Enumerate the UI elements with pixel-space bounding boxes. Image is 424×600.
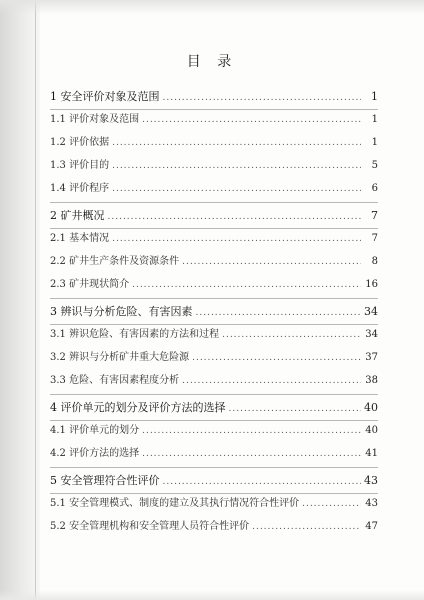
toc-page-number: 41 [365, 448, 378, 459]
toc-page-number: 34 [365, 329, 378, 340]
toc-section-entry[interactable] [50, 421, 378, 444]
toc-entry-label: 3.1 辨识危险、有害因素的方法和过程 [50, 329, 220, 340]
toc-section-entry[interactable] [50, 229, 378, 252]
toc-dot-leader [229, 404, 362, 414]
toc-page-number: 1 [371, 137, 378, 148]
toc-page-number: 37 [365, 352, 378, 363]
toc-dot-leader [182, 257, 361, 267]
toc-dot-leader [302, 499, 361, 509]
toc-entry-label: 5 安全管理符合性评价 [50, 474, 160, 487]
scan-bottom-shadow [0, 590, 424, 600]
scan-binding-line [35, 0, 36, 600]
toc-entry-label: 1.1 评价对象及范围 [50, 114, 140, 125]
toc-section-entry[interactable] [50, 494, 378, 517]
toc-dot-leader [142, 426, 361, 436]
toc-section-entry[interactable] [50, 444, 378, 467]
toc-dot-leader [182, 376, 361, 386]
toc-dot-leader [112, 234, 361, 244]
toc-chapter-entry[interactable] [50, 395, 378, 420]
toc-entry-label: 3.3 危险、有害因素程度分析 [50, 375, 180, 386]
toc-dot-leader [222, 330, 361, 340]
toc-page-number: 40 [364, 401, 378, 414]
toc-entry-label: 2.2 矿井生产条件及资源条件 [50, 256, 180, 267]
toc-chapter-entry[interactable] [50, 468, 378, 493]
toc-page-number: 5 [371, 160, 378, 171]
toc-chapter-entry[interactable] [50, 84, 378, 109]
toc-section-entry[interactable] [50, 275, 378, 298]
toc-section-entry[interactable] [50, 325, 378, 348]
toc-page-number: 6 [371, 183, 378, 194]
toc-page-number: 16 [365, 279, 378, 290]
toc-page-number: 8 [371, 256, 378, 267]
toc-section-entry[interactable] [50, 252, 378, 275]
toc-entry-label: 3 辨识与分析危险、有害因素 [50, 305, 193, 318]
toc-section-entry[interactable] [50, 371, 378, 394]
toc-entry-label: 5.1 安全管理模式、制度的建立及其执行情况符合性评价 [50, 498, 300, 509]
toc-section-entry[interactable] [50, 133, 378, 156]
toc-entry-label: 5.2 安全管理机构和安全管理人员符合性评价 [50, 521, 250, 532]
toc-dot-leader [132, 280, 361, 290]
toc-entry-label: 1 安全评价对象及范围 [50, 90, 160, 103]
toc-page-number: 7 [371, 233, 378, 244]
toc-section-entry[interactable] [50, 348, 378, 371]
toc-dot-leader [112, 184, 361, 194]
toc-page-number: 43 [364, 474, 378, 487]
toc-page-number: 1 [371, 90, 378, 103]
toc-page-number: 38 [365, 375, 378, 386]
toc-page-number: 43 [365, 498, 378, 509]
scan-binding-edge [0, 0, 40, 600]
toc-entry-label: 2 矿井概况 [50, 209, 105, 222]
toc-dot-leader [142, 449, 361, 459]
toc-entry-label: 4.2 评价方法的选择 [50, 448, 140, 459]
toc-section-entry[interactable] [50, 517, 378, 540]
toc-entry-label: 1.3 评价目的 [50, 160, 110, 171]
toc-page-number: 40 [365, 425, 378, 436]
toc-entry-label: 2.3 矿井现状简介 [50, 279, 130, 290]
toc-entry-label: 1.2 评价依据 [50, 137, 110, 148]
toc-page-number: 47 [365, 521, 378, 532]
toc-page-number: 1 [371, 114, 378, 125]
toc-section-entry[interactable] [50, 156, 378, 179]
toc-dot-leader [112, 161, 361, 171]
toc-dot-leader [163, 477, 362, 487]
toc-entry-label: 3.2 辨识与分析矿井重大危险源 [50, 352, 190, 363]
table-of-contents [50, 84, 378, 540]
toc-page-number: 7 [371, 209, 378, 222]
toc-entry-label: 1.4 评价程序 [50, 183, 110, 194]
toc-entry-label: 4.1 评价单元的划分 [50, 425, 140, 436]
toc-page-number: 34 [364, 305, 378, 318]
toc-chapter-entry[interactable] [50, 203, 378, 228]
toc-entry-label: 2.1 基本情况 [50, 233, 110, 244]
toc-dot-leader [142, 115, 361, 125]
toc-dot-leader [112, 138, 361, 148]
scan-top-shadow [0, 0, 424, 14]
toc-section-entry[interactable] [50, 110, 378, 133]
toc-chapter-entry[interactable] [50, 299, 378, 324]
toc-dot-leader [192, 353, 361, 363]
toc-entry-label: 4 评价单元的划分及评价方法的选择 [50, 401, 226, 414]
page-title: 目 录 [186, 54, 238, 70]
toc-dot-leader [196, 308, 362, 318]
toc-dot-leader [252, 522, 361, 532]
toc-section-entry[interactable] [50, 179, 378, 202]
toc-dot-leader [108, 212, 362, 222]
toc-dot-leader [163, 93, 362, 103]
